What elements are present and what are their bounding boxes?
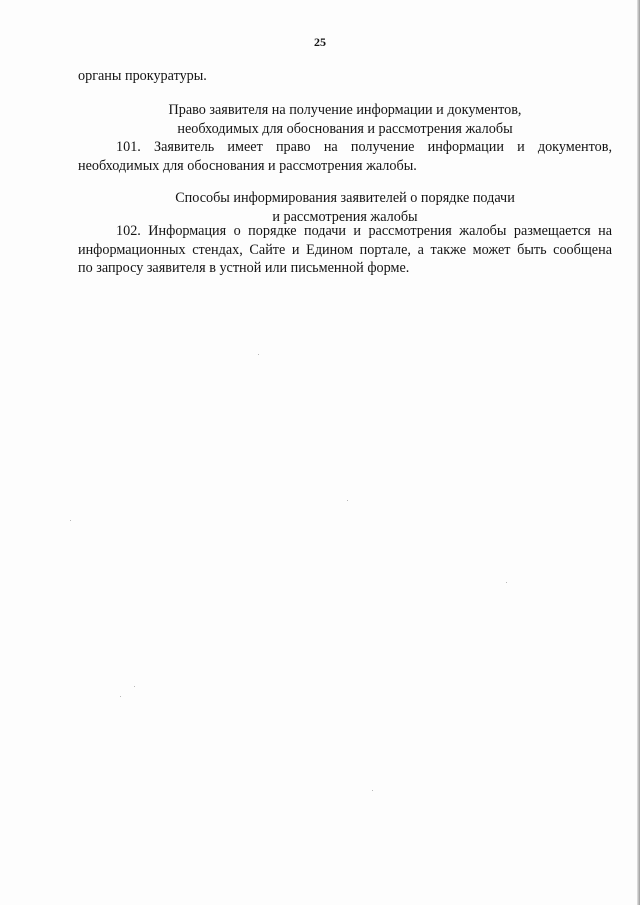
section-1-heading-line-2: необходимых для обоснования и рассмотрения жалобы	[177, 120, 513, 137]
paragraph-102	[78, 222, 612, 278]
page-number: 25	[314, 35, 326, 49]
scan-speck	[506, 582, 507, 583]
continuation-text	[78, 67, 612, 86]
continuation-line: органы прокуратуры.	[78, 68, 207, 84]
paragraph-101-line-1: 101. Заявитель имеет право на получение информации и документов,	[116, 139, 612, 155]
paragraph-102-line-3: по запросу заявителя в устной или письменной форме.	[78, 260, 410, 276]
section-1-heading	[78, 101, 612, 138]
scan-speck	[134, 686, 135, 687]
section-2-heading-line-2: и рассмотрения жалобы	[272, 208, 418, 225]
section-1-heading-line-1: Право заявителя на получение информации и документов,	[168, 102, 522, 118]
scan-speck	[347, 500, 348, 501]
scan-speck	[258, 354, 259, 355]
section-2-heading-line-1: Способы информирования заявителей о порядке подачи	[175, 190, 515, 206]
scan-speck	[372, 790, 373, 791]
paragraph-101	[78, 138, 612, 175]
scan-speck	[70, 520, 71, 521]
paragraph-101-line-2: необходимых для обоснования и рассмотрения жалобы.	[78, 157, 417, 174]
scan-speck	[120, 696, 121, 697]
paragraph-102-line-2: информационных стендах, Сайте и Едином портале, а также может быть сообщена	[78, 241, 612, 258]
section-2-heading	[78, 189, 612, 226]
paragraph-102-line-1: 102. Информация о порядке подачи и рассмотрения жалобы размещается на	[116, 223, 612, 239]
